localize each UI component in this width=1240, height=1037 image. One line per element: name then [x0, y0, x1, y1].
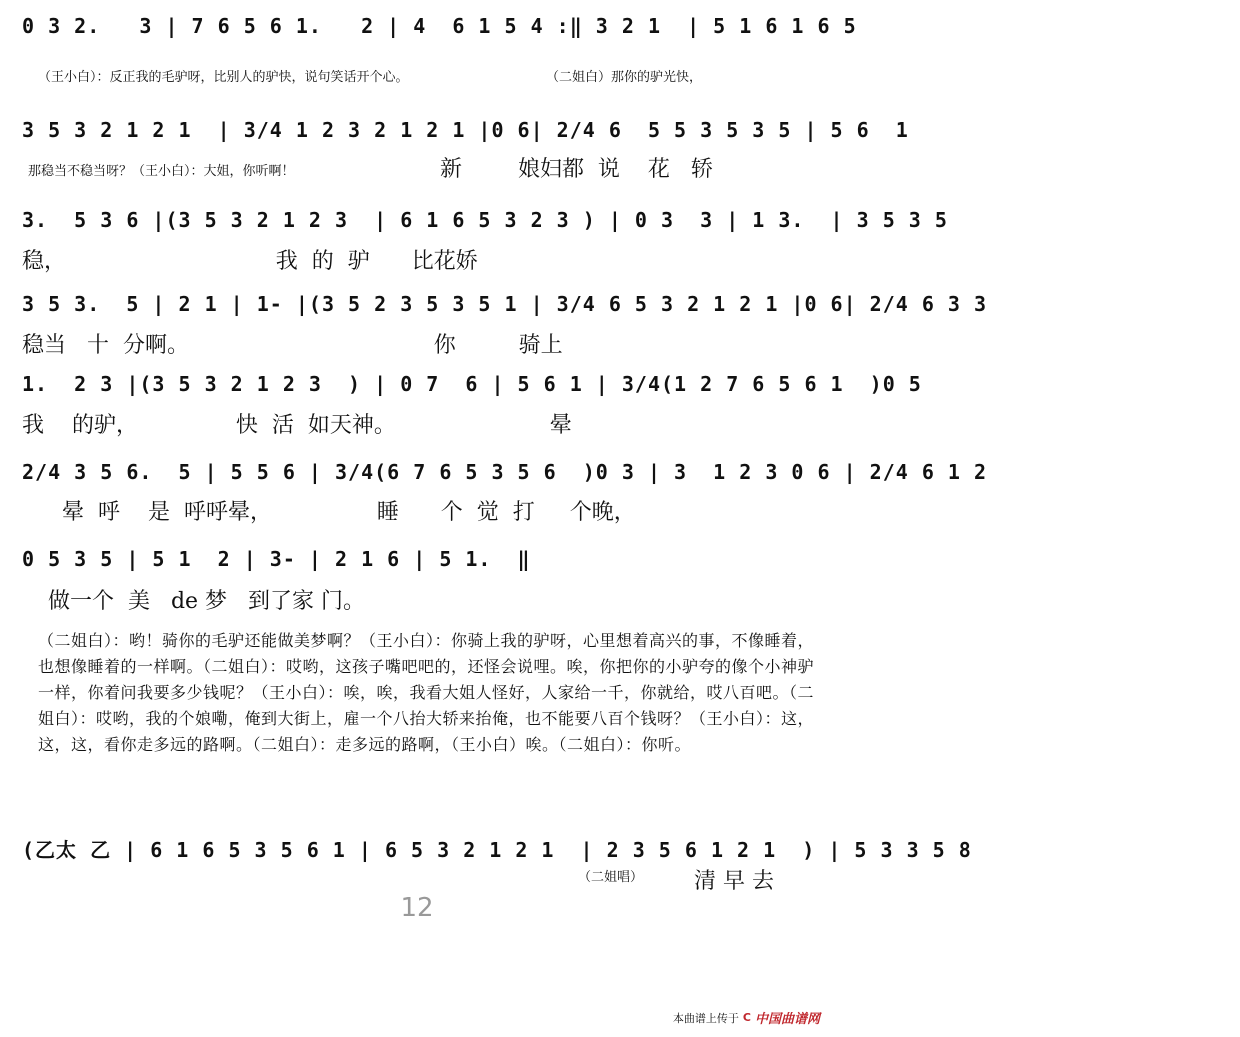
- site-logo: 中国曲谱网: [754, 1012, 820, 1027]
- score-line-4: 3 5 3. 5 | 2 1 | 1- |(3 5 2 3 5 3 5 1 | 3/4 6 5 3 2 1 2 1 |0 6| 2/4 6 3 3: [22, 292, 988, 316]
- lyrics-line-5: 我 的驴， 快 活 如天神。 晕: [22, 413, 572, 438]
- lyrics-line-2: 新 娘妇都 说 花 轿: [440, 157, 713, 182]
- lyrics-line-6: 晕 呼 是 呼呼晕， 睡 个 觉 打 个晚，: [62, 500, 636, 525]
- lyrics-final: 清 早 去: [694, 869, 774, 894]
- score-line-final: (乙太 乙 | 6 1 6 5 3 5 6 1 | 6 5 3 2 1 2 1 | 2 3 5 6 1 2 1 ) | 5 3 3 5 8: [22, 838, 972, 862]
- dialogue-line-3: 那稳当不稳当呀？（王小白）：大姐，你听啊！: [28, 164, 295, 179]
- footer-text: 本曲谱上传于: [672, 1011, 739, 1025]
- site-logo-icon: C: [742, 1011, 751, 1024]
- score-line-1: 0 3 2. 3 | 7 6 5 6 1. 2 | 4 6 1 5 4 :‖ 3 2 1 | 5 1 6 1 6 5: [22, 14, 857, 38]
- dialogue-line-2: （二姐白）那你的驴光快，: [546, 70, 703, 85]
- dialogue-line-1: （王小白）：反正我的毛驴呀，比别人的驴快，说句笑话开个心。: [38, 70, 409, 85]
- lyrics-line-7: 做一个 美 de 梦 到了家 门。: [48, 589, 366, 614]
- score-line-2: 3 5 3 2 1 2 1 | 3/4 1 2 3 2 1 2 1 |0 6| 2/4 6 5 5 3 5 3 5 | 5 6 1: [22, 118, 909, 142]
- dialogue-paragraph: （二姐白）：哟！骑你的毛驴还能做美梦啊？（王小白）：你骑上我的驴呀，心里想着高兴的事，不像睡着，也想像睡着的一样啊。（二姐白）：哎哟，这孩子嘴吧吧的，还怪会说哩。唉，你把你的小驴夸的像个小神驴一样，你着问我要多少钱呢？（王小白）：唉，唉，我看大姐人怪好，人家给一千，你就给，哎八百吧。（二姐白）：哎哟，我的个娘嘞，俺到大街上，雇一个八抬大轿来抬俺，也不能要八百个钱呀？（王小白）：这，这，这，看你走多远的路啊。（二姐白）：走多远的路啊，（王小白）唉。（二姐白）：你听。: [38, 631, 815, 754]
- footer-watermark: [673, 1008, 820, 1027]
- lyrics-line-3: 稳， 我 的 驴 比花娇: [22, 249, 478, 274]
- score-line-5: 1. 2 3 |(3 5 3 2 1 2 3 ) | 0 7 6 | 5 6 1 | 3/4(1 2 7 6 5 6 1 )0 5: [22, 372, 922, 396]
- score-line-7: 0 5 3 5 | 5 1 2 | 3- | 2 1 6 | 5 1. ‖: [22, 547, 531, 571]
- sing-annotation: （二姐唱）: [578, 870, 644, 885]
- lyrics-line-4: 稳当 十 分啊。 你 骑上: [22, 333, 563, 358]
- page-number: 12: [400, 893, 434, 923]
- score-line-6: 2/4 3 5 6. 5 | 5 5 6 | 3/4(6 7 6 5 3 5 6 )0 3 | 3 1 2 3 0 6 | 2/4 6 1 2: [22, 460, 988, 484]
- score-line-3: 3. 5 3 6 |(3 5 3 2 1 2 3 | 6 1 6 5 3 2 3 ) | 0 3 3 | 1 3. | 3 5 3 5: [22, 208, 948, 232]
